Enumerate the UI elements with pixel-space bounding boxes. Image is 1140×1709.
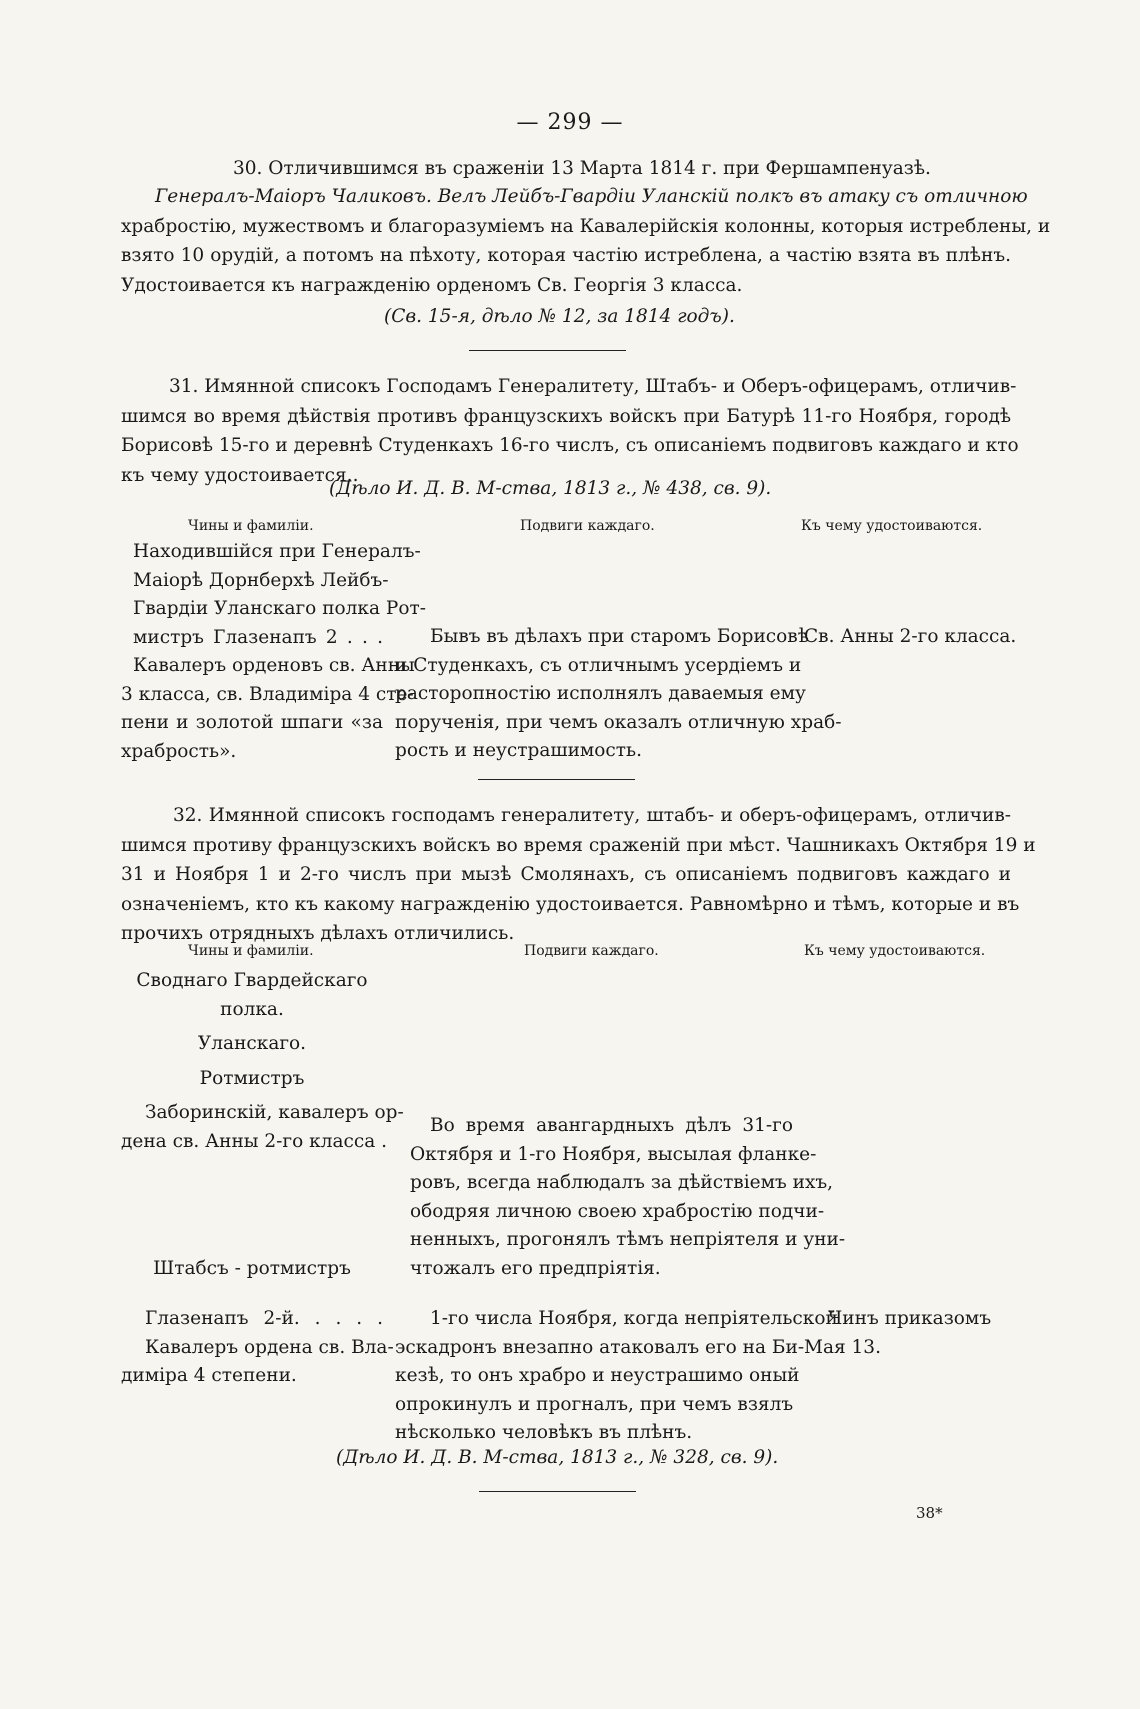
column-header-ranks: Чины и фамиліи. (188, 943, 314, 959)
rank-title-line: Штабсъ - ротмистръ (153, 1258, 351, 1279)
entry-32-line: прочихъ отрядныхъ дѣлахъ отличились. (121, 923, 515, 944)
deed-line: эскадронъ внезапно атаковалъ его на Би- (395, 1336, 805, 1358)
entry-31-ranks-cell (121, 538, 426, 766)
award-line: Чинъ приказомъ (828, 1308, 992, 1329)
entry-32-unit-cell (121, 967, 404, 1156)
column-header-awards: Къ чему удостоиваются. (801, 518, 983, 534)
deed-line: 1-го числа Ноября, когда непріятельской (430, 1308, 838, 1329)
entry-32-ranks-cell-b (121, 1305, 394, 1391)
deed-line: расторопностію исполнялъ даваемыя ему (395, 683, 806, 704)
column-header-deeds: Подвиги каждаго. (520, 518, 655, 534)
entry-31-source: (Дѣло И. Д. В. М-ства, 1813 г., № 438, св. 9). (329, 478, 772, 499)
rank-line: Кавалеръ орденовъ св. Анны (133, 655, 415, 676)
rank-line: 3 класса, св. Владиміра 4 сте- (121, 683, 414, 705)
entry-30-line: храбростію, мужествомъ и благоразуміемъ на Кавалерійскія колонны, которыя истреблены, и (121, 215, 1051, 237)
entry-30-line: Удостоивается къ награжденію орденомъ Св. Георгія 3 класса. (121, 274, 743, 296)
unit-line: Уланскаго. (197, 1033, 307, 1054)
entry-32-deeds-cell-a (410, 1112, 846, 1283)
rank-line: диміра 4 степени. (121, 1365, 297, 1386)
deed-line: нѣсколько человѣкъ въ плѣнъ. (395, 1422, 693, 1443)
unit-line: Ротмистръ (199, 1067, 305, 1089)
folio-signature: 38* (916, 1504, 943, 1522)
rank-line: Гвардіи Уланскаго полка Рот- (133, 598, 426, 619)
unit-line: Своднаго Гвардейскаго (136, 970, 368, 991)
deed-line: ровъ, всегда наблюдалъ за дѣйствіемъ ихъ, (410, 1172, 834, 1193)
entry-32-award-cell (804, 1305, 992, 1362)
entry-32-source: (Дѣло И. Д. В. М-ства, 1813 г., № 328, св. 9). (336, 1447, 779, 1468)
entry-32-line: шимся противу французскихъ войскъ во время сраженій при мѣст. Чашникахъ Октября 19 и (121, 834, 1036, 856)
rank-line: Маіорѣ Дорнберхѣ Лейбъ- (133, 569, 389, 591)
entry-31-line: Борисовѣ 15-го и деревнѣ Студенкахъ 16-го числъ, съ описаніемъ подвиговъ каждаго и кто (121, 435, 1019, 456)
separator-rule (469, 350, 626, 351)
rank-line: Глазенапъ 2-й. . . . . (145, 1308, 383, 1329)
column-header-ranks: Чины и фамиліи. (188, 518, 314, 534)
deed-line: чтожалъ его предпріятія. (410, 1257, 661, 1279)
entry-31-award-cell: Св. Анны 2-го класса. (804, 626, 1017, 647)
separator-rule (479, 1491, 636, 1492)
deed-line: кезѣ, то онъ храбро и неустрашимо оный (395, 1365, 800, 1386)
entry-30-heading: 30. Отличившимся въ сраженіи 13 Марта 1814 г. при Фершампенуазѣ. (233, 158, 931, 179)
award-line: Мая 13. (804, 1336, 881, 1358)
column-header-deeds: Подвиги каждаго. (524, 943, 659, 959)
rank-line: Заборинскій, кавалеръ ор- (145, 1102, 404, 1123)
rank-line: пени и золотой шпаги «за (121, 712, 383, 733)
entry-31-line: къ чему удостоивается.. (121, 464, 359, 486)
deed-line: рость и неустрашимость. (395, 740, 642, 761)
entry-32-deeds-cell-b (395, 1305, 838, 1448)
separator-rule (478, 779, 635, 780)
deed-line: и Студенкахъ, съ отличнымъ усердіемъ и (395, 654, 802, 676)
deed-line: ободряя личною своею храбростію подчи- (410, 1200, 825, 1222)
rank-line: мистръ Глазенапъ 2 . . . (133, 626, 383, 648)
entry-30-text (121, 182, 1051, 300)
entry-32-line: 32. Имянной списокъ господамъ генералитету, штабъ- и оберъ-офицерамъ, отличив- (173, 805, 1011, 826)
entry-30-source: (Св. 15-я, дѣло № 12, за 1814 годъ). (384, 306, 735, 327)
unit-line: полка. (220, 998, 284, 1020)
column-header-awards: Къ чему удостоиваются. (804, 943, 986, 959)
entry-32-text (121, 801, 1036, 949)
entry-32-line: означеніемъ, кто къ какому награжденію удостоивается. Равномѣрно и тѣмъ, которые и въ (121, 893, 1020, 915)
entry-31-line: 31. Имянной списокъ Господамъ Генералитету, Штабъ- и Оберъ-офицерамъ, отличив- (169, 376, 1017, 397)
entry-30-line: взято 10 орудій, а потомъ на пѣхоту, которая частію истреблена, а частію взята въ плѣнъ. (121, 245, 1011, 266)
entry-31-deeds-cell (395, 623, 842, 766)
page-number: — 299 — (516, 110, 624, 135)
deed-line: порученія, при чемъ оказалъ отличную храб- (395, 711, 842, 733)
rank-line: Находившійся при Генералъ- (133, 541, 421, 562)
rank-line: дена св. Анны 2-го класса . (121, 1130, 387, 1152)
entry-32-rank-title (121, 1255, 383, 1284)
rank-line: Кавалеръ ордена св. Вла- (145, 1336, 394, 1358)
deed-line: ненныхъ, прогонялъ тѣмъ непріятеля и уни- (410, 1229, 846, 1250)
deed-line: Октября и 1-го Ноября, высылая фланке- (410, 1143, 817, 1165)
entry-32-line: 31 и Ноября 1 и 2-го числъ при мызѣ Смолянахъ, съ описаніемъ подвиговъ каждаго и (121, 864, 1011, 885)
entry-30-line: Генералъ-Маіоръ Чаликовъ. Велъ Лейбъ-Гвардіи Уланскій полкъ въ атаку съ отличною (155, 186, 1028, 207)
entry-31-text (121, 372, 1019, 490)
entry-31-line: шимся во время дѣйствія противъ французскихъ войскъ при Батурѣ 11-го Ноября, городѣ (121, 405, 1011, 427)
deed-line: опрокинулъ и прогналъ, при чемъ взялъ (395, 1393, 794, 1415)
deed-line: Во время авангардныхъ дѣлъ 31-го (430, 1115, 793, 1136)
deed-line: Бывъ въ дѣлахъ при старомъ Борисовѣ (430, 626, 809, 647)
rank-line: храбрость». (121, 740, 237, 762)
